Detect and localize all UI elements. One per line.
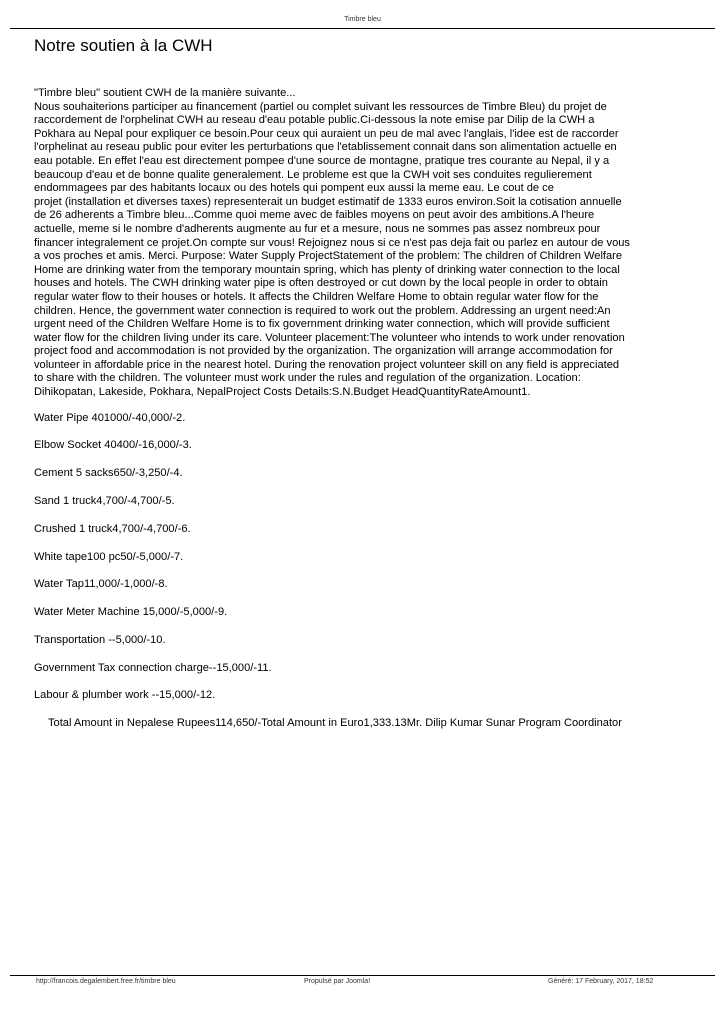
intro-line: de 26 adherents a Timbre bleu...Comme quoi meme avec de faibles moyens on peut avoir des ambitions.A l'heure: [34, 209, 595, 222]
article-intro: [34, 87, 694, 400]
intro-line: water flow for the children living under its care. Volunteer placement:The volunteer who intends to work under renovation: [34, 331, 625, 344]
intro-line: volunteer in affordable price in the nearest hotel. During the renovation project volunteer skill on any field is appreciated: [34, 358, 620, 371]
footer-url: http://francois.degalembert.free.fr/timbre bleu: [36, 978, 176, 985]
intro-line: to share with the children. The volunteer must work under the rules and regulation of the organization. Location:: [34, 372, 581, 385]
intro-line: Home are drinking water from the temporary mountain spring, which has plenty of drinking water connection to the local: [34, 263, 620, 276]
intro-line: regular water flow to their houses or hotels. It affects the Children Welfare Home to obtain regular water flow for the: [34, 290, 599, 303]
footer-powered-by: Propulsé par Joomla!: [304, 978, 371, 985]
intro-line: actuelle, meme si le nombre d'adherents augmente au fur et a mesure, nous ne sommes pas assez nombreux pour: [34, 222, 601, 235]
cost-item: Water Meter Machine 15,000/-5,000/-9.: [34, 606, 228, 619]
intro-line: Pokhara au Nepal pour expliquer ce besoin.Pour ceux qui auraient un peu de mal avec l'anglais, l'idee est de raccorder: [34, 127, 619, 140]
cost-list: [34, 412, 694, 703]
intro-line: projet (installation et diverses taxes) representerait un budget estimatif de 1333 euros environ.Soit la cotisation annuelle: [34, 195, 622, 208]
intro-line: houses and hotels. The CWH drinking water pipe is often destroyed or cut down by the local people in order to obtain: [34, 277, 608, 290]
intro-line: "Timbre bleu" soutient CWH de la manière suivante...: [34, 87, 296, 99]
intro-line: financer integralement ce projet.On compte sur vous! Rejoignez nous si ce n'est pas deja fait ou parlez en autour de vous: [34, 236, 630, 249]
cost-item: Sand 1 truck4,700/-4,700/-5.: [34, 495, 175, 507]
cost-item: Labour & plumber work --15,000/-12.: [34, 689, 216, 702]
intro-line: children. Hence, the government water connection is required to work out the problem. Addressing an urgent need:An: [34, 304, 611, 317]
intro-line: endommagees par des habitants locaux ou des hotels qui pompent eux aussi la meme eau. Le cout de ce: [34, 182, 554, 195]
intro-line: Nous souhaiterions participer au financement (partiel ou complet suivant les ressources de Timbre Bleu) du projet de: [34, 100, 607, 113]
article-title: Notre soutien à la CWH: [34, 36, 213, 55]
article-body: [34, 87, 694, 731]
cost-item: Transportation --5,000/-10.: [34, 633, 166, 646]
cost-item: Cement 5 sacks650/-3,250/-4.: [34, 467, 183, 480]
cost-item: Water Pipe 401000/-40,000/-2.: [34, 411, 186, 424]
header-divider: [10, 28, 715, 29]
intro-line: urgent need of the Children Welfare Home is to fix government drinking water connection, which will provide sufficient: [34, 318, 610, 331]
intro-line: a vos proches et amis. Merci. Purpose: Water Supply ProjectStatement of the problem: The children of Children Welfare: [34, 250, 623, 263]
total-line: Total Amount in Nepalese Rupees114,650/-Total Amount in Euro1,333.13Mr. Dilip Kumar Sunar Program Coordinator: [48, 717, 622, 730]
intro-line: raccordement de l'orphelinat CWH au reseau d'eau potable public.Ci-dessous la note emise par Dilip de la CWH a: [34, 114, 595, 127]
footer-divider: [10, 975, 715, 976]
cost-item: Government Tax connection charge--15,000/-11.: [34, 661, 272, 674]
cost-item: Crushed 1 truck4,700/-4,700/-6.: [34, 522, 191, 535]
intro-line: project food and accommodation is not provided by the organization. The organization will arrange accommodation for: [34, 345, 613, 358]
intro-line: beaucoup d'eau et de bonne qualite generalement. Le probleme est que la CWH voit ses conduites regulierement: [34, 168, 592, 181]
cost-item: White tape100 pc50/-5,000/-7.: [34, 550, 184, 563]
intro-line: l'orphelinat au reseau public pour eviter les perturbations que l'etablissement connait dans son alimentation actuelle en: [34, 141, 617, 154]
intro-line: eau potable. En effet l'eau est directement pompee d'une source de montagne, pratique tres courante au Nepal, il y a: [34, 154, 610, 167]
intro-line: Dihikopatan, Lakeside, Pokhara, NepalProject Costs Details:S.N.Budget HeadQuantityRateAmount1.: [34, 386, 531, 399]
footer-generated-date: Généré: 17 February, 2017, 18:52: [548, 978, 654, 985]
cost-item: Water Tap11,000/-1,000/-8.: [34, 578, 168, 591]
cost-item: Elbow Socket 40400/-16,000/-3.: [34, 439, 192, 452]
site-header: Timbre bleu: [344, 16, 381, 23]
